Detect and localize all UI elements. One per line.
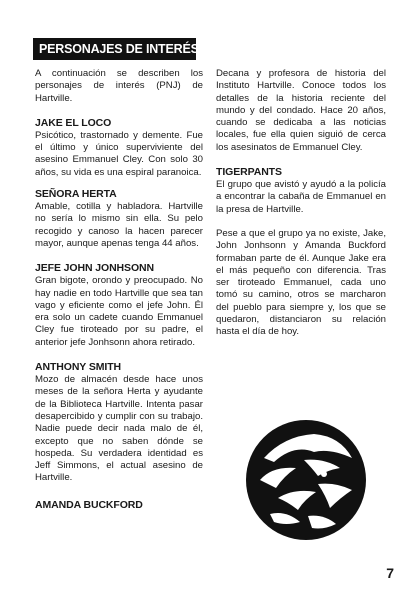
section-title: PERSONAJES DE INTERÉS [39, 42, 199, 56]
npc-heading-amanda: AMANDA BUCKFORD [35, 498, 143, 511]
npc-heading-tigerpants: TIGERPANTS [216, 166, 282, 179]
right-column [216, 68, 386, 339]
npc-text-jake: Psicótico, trastornado y demente. Fue el último y único superviviente del asesino Emmanuel Cley. Con solo 30 años, su vida es una espiral paranoica. [35, 129, 203, 178]
npc-heading-jake: JAKE EL LOCO [35, 116, 112, 129]
tiger-head-icon [244, 418, 368, 542]
intro-text: A continuación se describen los personajes de interés (PNJ) de Hartville. [35, 68, 203, 104]
page-number: 7 [386, 565, 394, 581]
closing-text: Pese a que el grupo ya no existe, Jake, John Jonhsonn y Amanda Buckford formaban parte de él. Aunque Jake era el más pequeño con diferencia. Tras ser tiroteado Emmanuel, cada uno tomó su camino, otros se marcharon del pueblo para siempre y, los que se quedaron, distanciaron su relación hasta el día de hoy. [216, 227, 386, 338]
npc-heading-anthony: ANTHONY SMITH [35, 361, 122, 374]
left-column [35, 68, 203, 512]
npc-text-amanda: Decana y profesora de historia del Instituto Hartville. Conoce todos los detalles de la historia reciente del mundo y del condado. Hace 20 años, cuando se dedicaba a las noticias locales, fue ella quien siguió de cerca los asesinatos de Emmanuel Cley. [216, 68, 386, 153]
npc-text-herta: Amable, cotilla y habladora. Hartville no sería lo mismo sin ella. Su pelo recogido y canoso la hacen parecer mayor, aunque apenas tenga 44 años. [35, 201, 203, 249]
npc-heading-herta: SEÑORA HERTA [35, 188, 117, 201]
npc-text-tigerpants: El grupo que avistó y ayudó a la policía a encontrar la cabaña de Emmanuel en la presa de Hartville. [216, 179, 386, 215]
npc-text-john: Gran bigote, orondo y preocupado. No hay nadie en todo Hartville que sea tan vago y eficiente como el jefe John. Él era solo un cadete cuando Emmanuel Cley fue tiroteado por su padre, el anterior jefe Jonhsonn ahora retirado. [35, 275, 203, 348]
npc-heading-john: JEFE JOHN JONHSONN [35, 262, 154, 275]
npc-text-anthony: Mozo de almacén desde hace unos meses de la señora Herta y ayudante de la Biblioteca Hartville. Intenta pasar desapercibido y cumplir con su trabajo. Nadie puede decir nada malo de él, excepto que no saben dónde se hospeda. Su verdadera identidad es Jeff Simmons, el actual asesino de Hartville. [35, 374, 203, 484]
section-title-banner [33, 38, 199, 60]
